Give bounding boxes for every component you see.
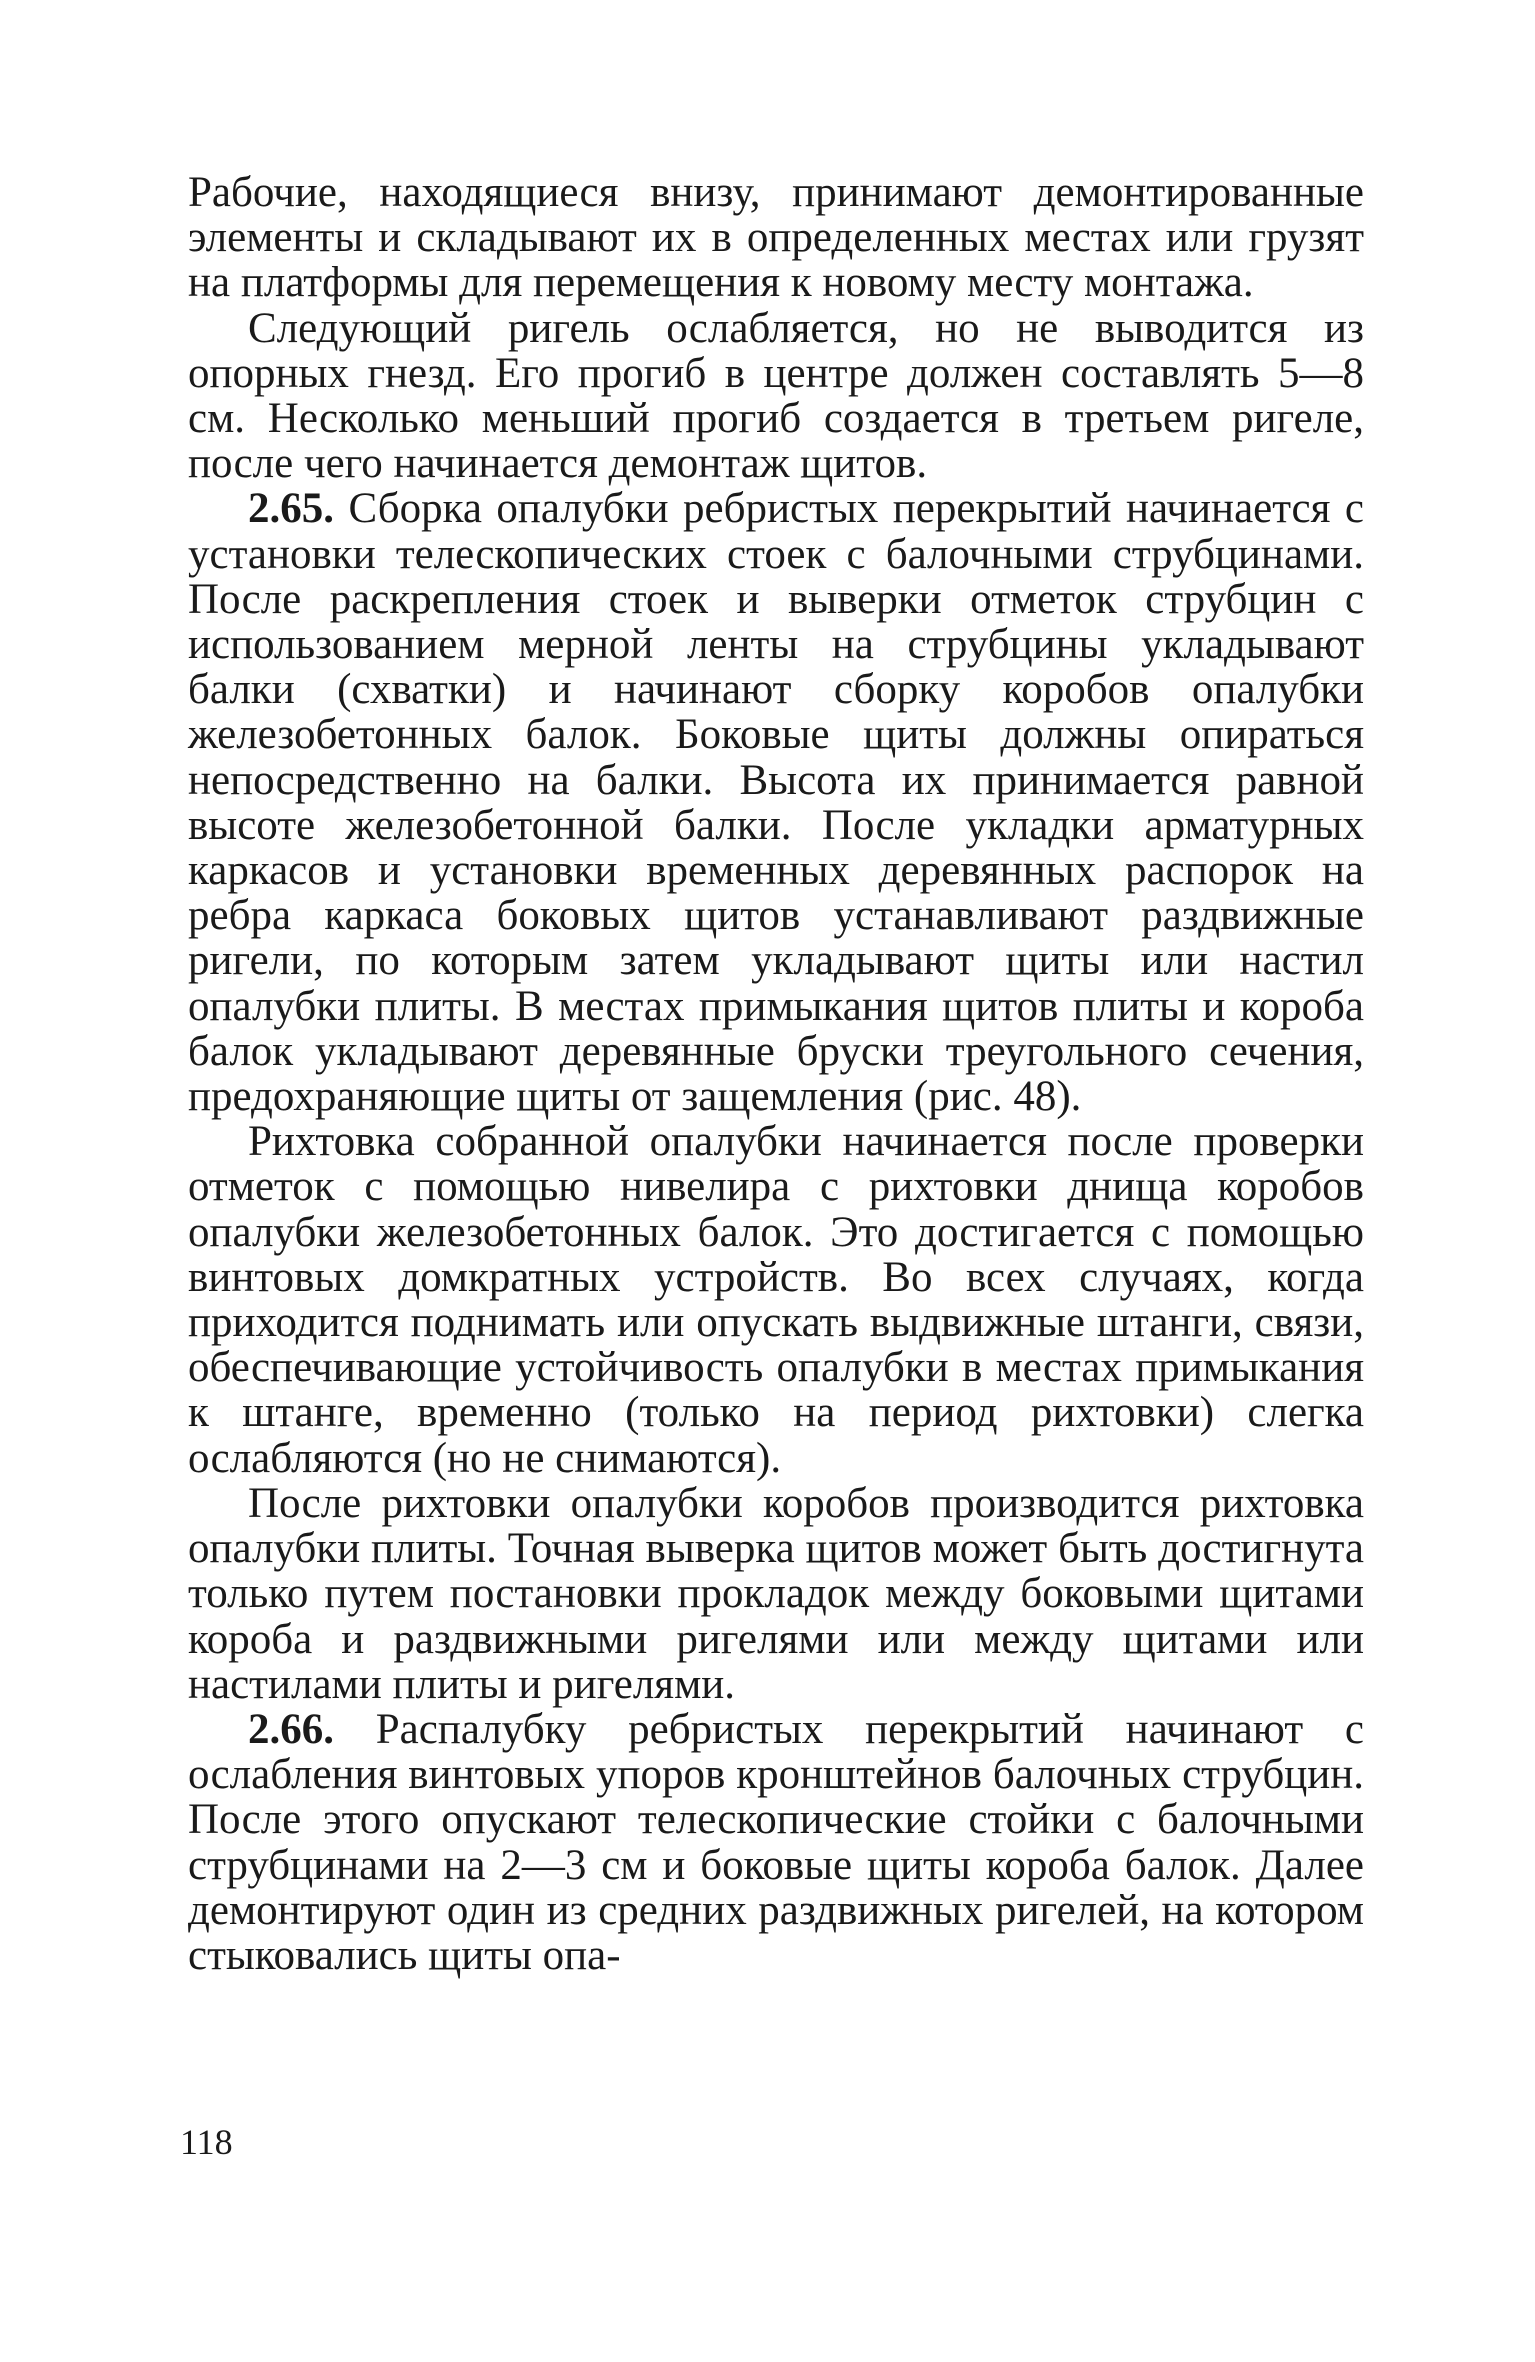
- paragraph-6: [188, 1707, 1364, 1978]
- body-text: [188, 170, 1364, 1978]
- paragraph-3: [188, 486, 1364, 1119]
- section-number-2-66: 2.66.: [248, 1705, 334, 1753]
- paragraph-2: [188, 306, 1364, 487]
- paragraph-5: [188, 1481, 1364, 1707]
- paragraph-2-text: Следующий ригель ослабляется, но не выводится из опорных гнезд. Его прогиб в центре должен составлять 5—8 см. Несколько меньший прогиб создается в третьем ригеле, после чего начинается демонтаж щитов.: [188, 304, 1364, 488]
- paragraph-4: [188, 1119, 1364, 1481]
- paragraph-1-text: Рабочие, находящиеся внизу, принимают демонтированные элементы и складывают их в определенных местах или грузят на платформы для перемещения к новому месту монтажа.: [188, 169, 1364, 307]
- page-number: 118: [180, 2122, 233, 2162]
- section-number-2-65: 2.65.: [248, 485, 334, 533]
- paragraph-6-text: Распалубку ребристых перекрытий начинают с ослабления винтовых упоров кронштейнов балочных струбцин. После этого опускают телескопические стойки с балочными струбцинами на 2—3 см и боковые щиты короба балок. Далее демонтируют один из средних раздвижных ригелей, на котором стыковались щиты опа-: [188, 1705, 1364, 1979]
- paragraph-3-text: Сборка опалубки ребристых перекрытий начинается с установки телескопических стоек с балочными струбцинами. После раскрепления стоек и выверки отметок струбцин с использованием мерной ленты на струбцины укладывают балки (схватки) и начинают сборку коробов опалубки железобетонных балок. Боковые щиты должны опираться непосредственно на балки. Высота их принимается равной высоте железобетонной балки. После укладки арматурных каркасов и установки временных деревянных распорок на ребра каркаса боковых щитов устанавливают раздвижные ригели, по которым затем укладывают щиты или настил опалубки плиты. В местах примыкания щитов плиты и короба балок укладывают деревянные бруски треугольного сечения, предохраняющие щиты от защемления (рис. 48).: [188, 485, 1365, 1121]
- paragraph-1: [188, 170, 1364, 306]
- paragraph-4-text: Рихтовка собранной опалубки начинается после проверки отметок с помощью нивелира с рихтовки днища коробов опалубки железобетонных балок. Это достигается с помощью винтовых домкратных устройств. Во всех случаях, когда приходится поднимать или опускать выдвижные штанги, связи, обеспечивающие устойчивость опалубки в местах примыкания к штанге, временно (только на период рихтовки) слегка ослабляются (но не снимаются).: [188, 1118, 1364, 1482]
- paragraph-5-text: После рихтовки опалубки коробов производится рихтовка опалубки плиты. Точная выверка щитов может быть достигнута только путем постановки прокладок между боковыми щитами короба и раздвижными ригелями или между щитами или настилами плиты и ригелями.: [188, 1479, 1364, 1708]
